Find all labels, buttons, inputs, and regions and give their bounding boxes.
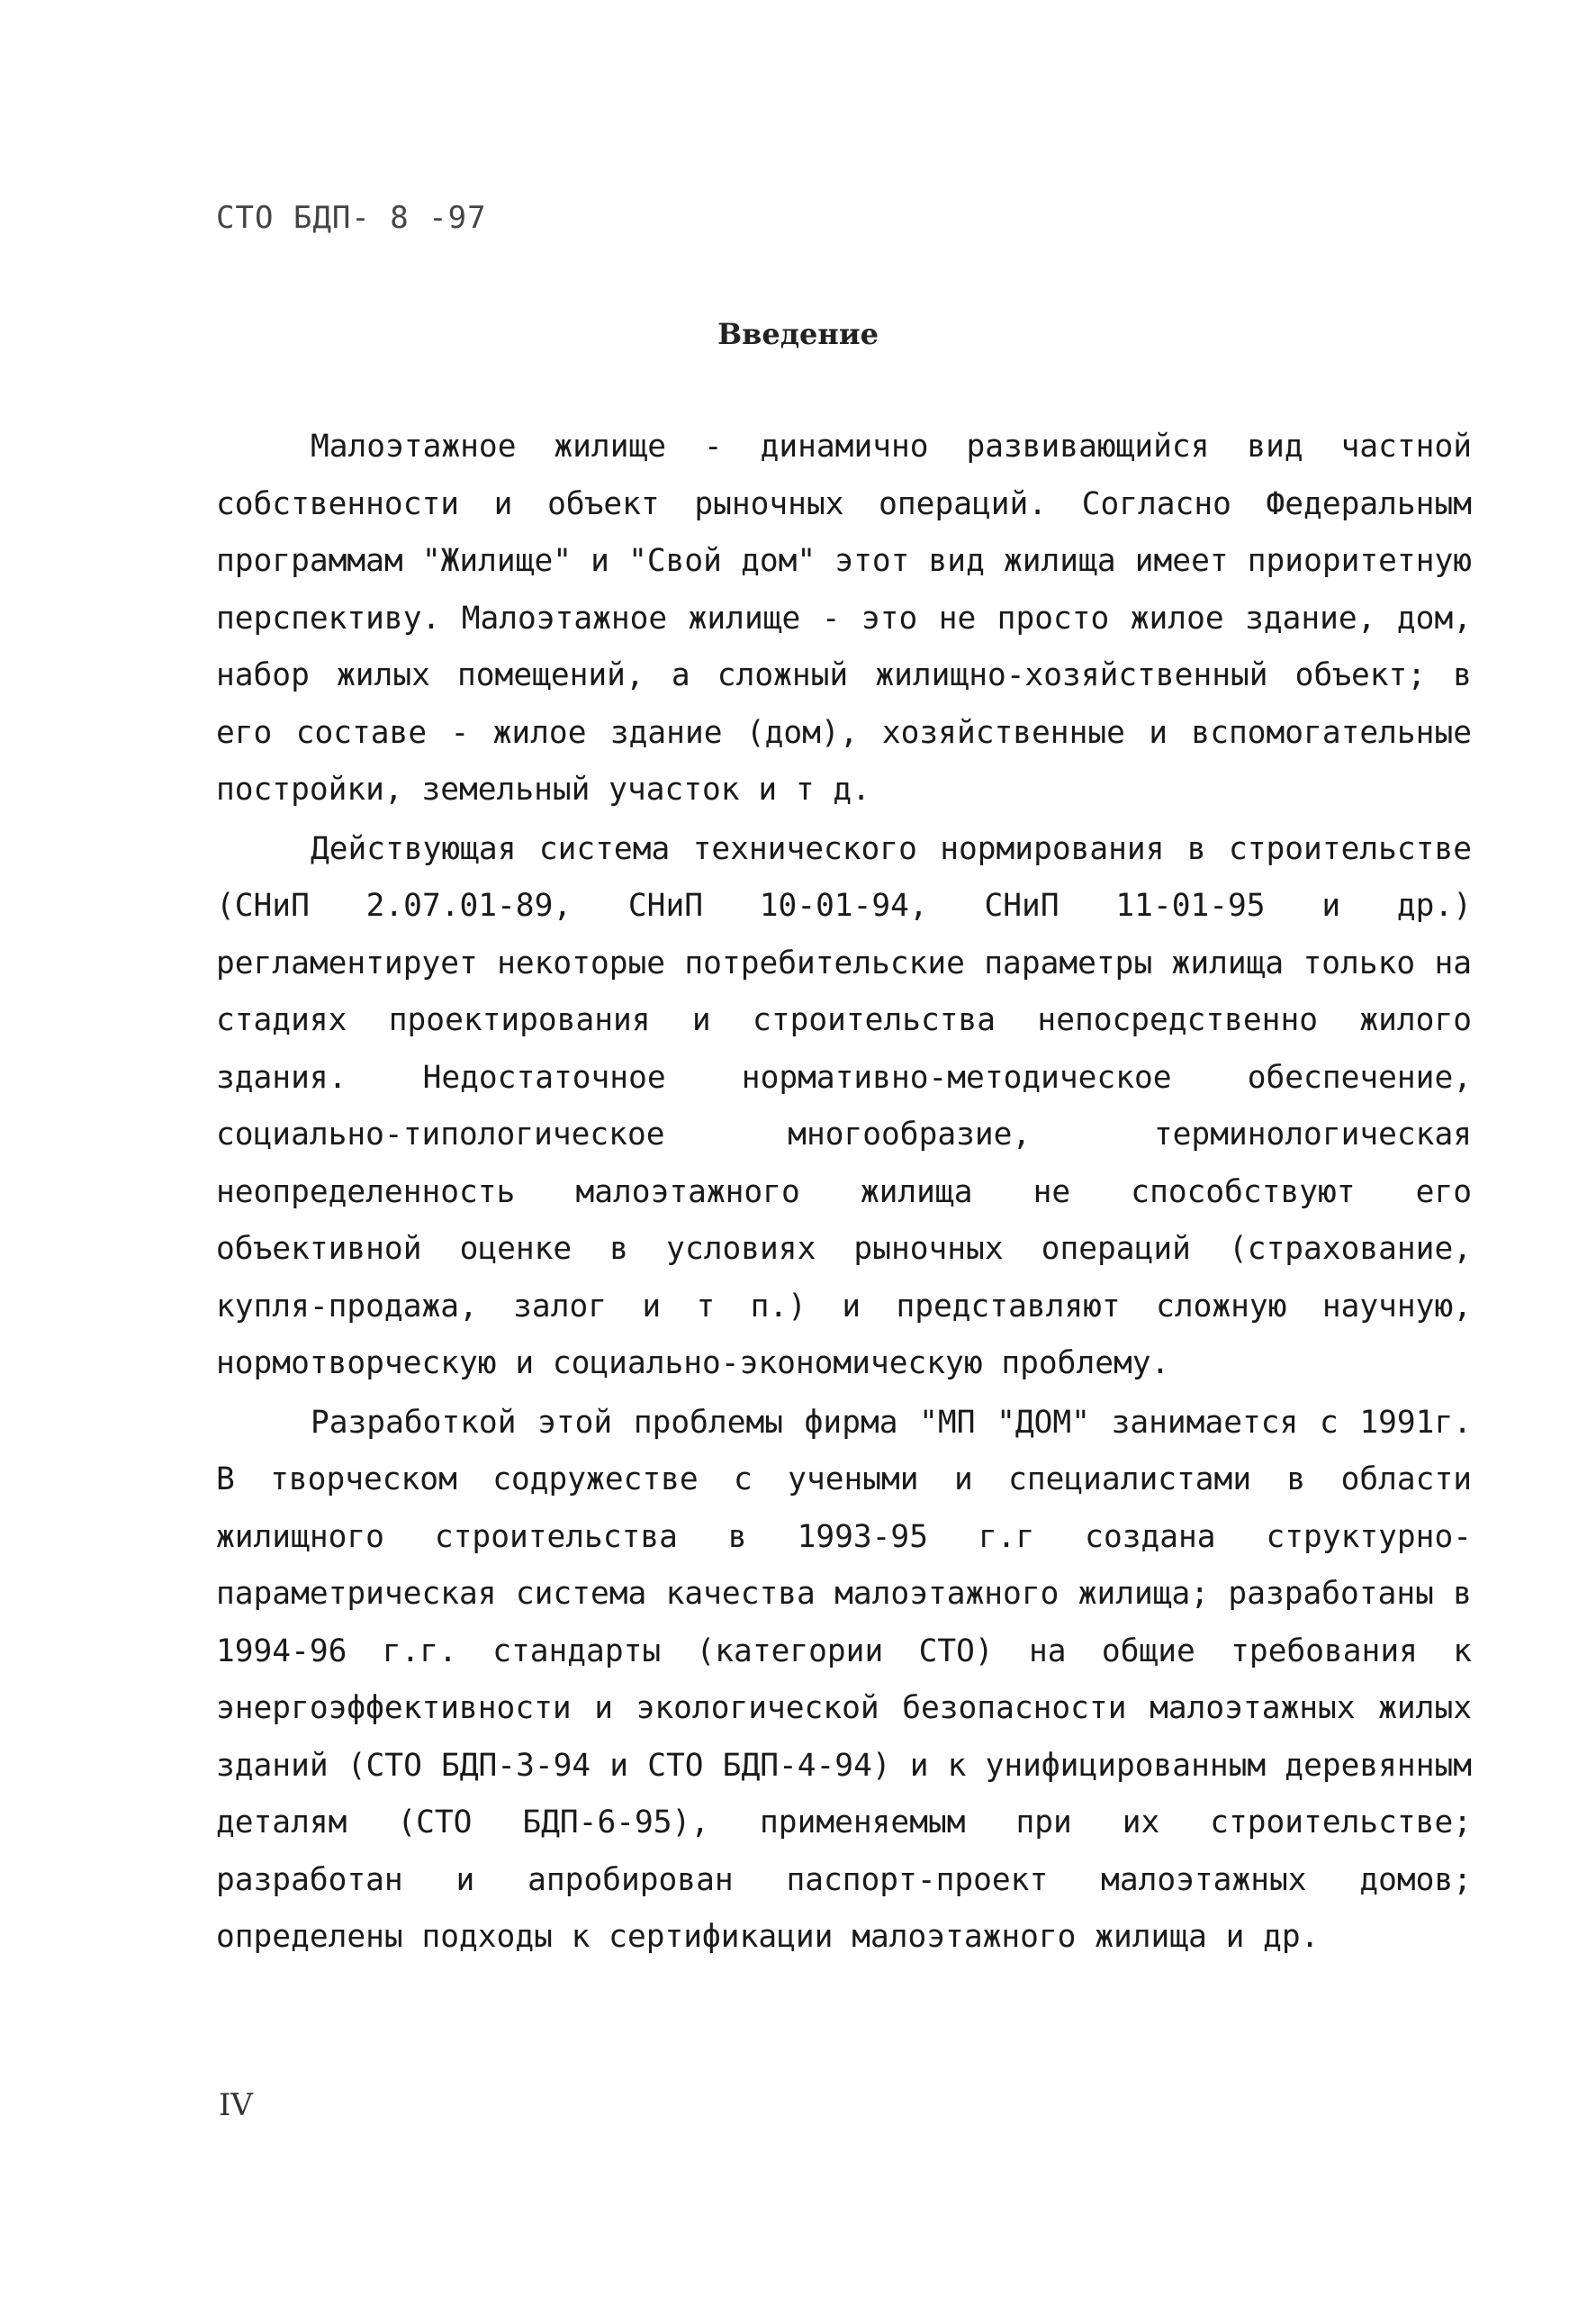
body-text <box>216 419 1472 1967</box>
paragraph-3: Разработкой этой проблемы фирма "МП "ДОМ" занимается с 1991г. В творческом содружестве с учеными и специалистами в области жилищного строительства в 1993-95 г.г создана структурно-параметрическая система качества малоэтажного жилища; разработаны в 1994-96 г.г. стандарты (категории СТО) на общие требования к энергоэффективности и экологической безопасности малоэтажных жилых зданий (СТО БДП-3-94 и СТО БДП-4-94) и к унифицированным деревянным деталям (СТО БДП-6-95), применяемым при их строительстве; разработан и апробирован паспорт-проект малоэтажных домов; определены подходы к сертификации малоэтажного жилища и др. <box>216 1404 1472 1955</box>
paragraph-1: Малоэтажное жилище - динамично развивающийся вид частной собственности и объект рыночных операций. Согласно Федеральным программам "Жилище" и "Свой дом" этот вид жилища имеет приоритетную перспективу. Малоэтажное жилище - это не просто жилое здание, дом, набор жилых помещений, а сложный жилищно-хозяйственный объект; в его составе - жилое здание (дом), хозяйственные и вспомогательные постройки, земельный участок и т д. <box>216 429 1472 808</box>
section-heading: Введение <box>717 317 879 351</box>
paragraph-2: Действующая система технического нормирования в строительстве (СНиП 2.07.01-89, СНиП 10-01-94, СНиП 11-01-95 и др.) регламентирует некоторые потребительские параметры жилища только на стадиях проектирования и строительства непосредственно жилого здания. Недостаточное нормативно-методическое обеспечение, социально-типологическое многообразие, терминологическая неопределенность малоэтажного жилища не способствуют его объективной оценке в условиях рыночных операций (страхование, купля-продажа, залог и т п.) и представляют сложную научную, нормотворческую и социально-экономическую проблему. <box>216 830 1472 1381</box>
document-code: СТО БДП- 8 -97 <box>216 200 487 236</box>
page-number: IV <box>219 2087 253 2123</box>
